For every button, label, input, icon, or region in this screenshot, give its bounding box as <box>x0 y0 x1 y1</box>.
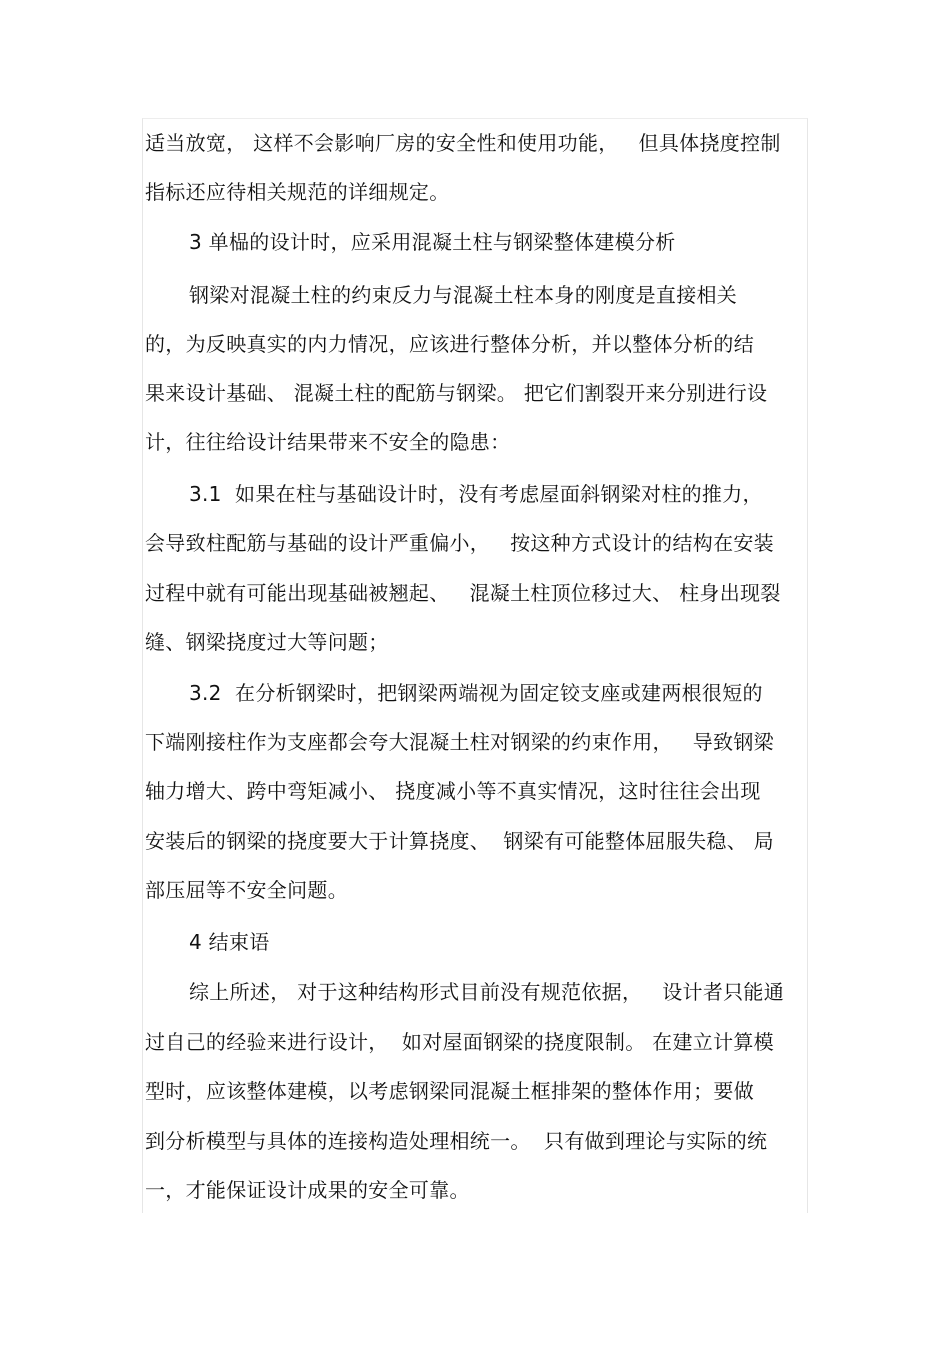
text-line: 缝、钢梁挠度过大等问题； <box>145 630 389 654</box>
text-line: 部压屈等不安全问题。 <box>145 878 348 902</box>
text-line: 下端刚接柱作为支座都会夸大混凝土柱对钢梁的约束作用， 导致钢梁 <box>145 730 774 754</box>
text-line: 型时，应该整体建模，以考虑钢梁同混凝土框排架的整体作用；要做 <box>145 1079 754 1103</box>
text-line: 过程中就有可能出现基础被翘起、 混凝土柱顶位移过大、 柱身出现裂 <box>145 581 781 605</box>
text-line: 会导致柱配筋与基础的设计严重偏小， 按这种方式设计的结构在安装 <box>145 531 774 555</box>
text-line: 过自己的经验来进行设计， 如对屋面钢梁的挠度限制。 在建立计算模 <box>145 1030 774 1054</box>
text-line: 果来设计基础、 混凝土柱的配筋与钢梁。 把它们割裂开来分别进行设 <box>145 381 768 405</box>
text-line: 一，才能保证设计成果的安全可靠。 <box>145 1178 470 1202</box>
subsection-3-2: 3.2 在分析钢梁时，把钢梁两端视为固定铰支座或建两根很短的 <box>189 681 763 705</box>
text-line: 综上所述， 对于这种结构形式目前没有规范依据， 设计者只能通 <box>189 980 785 1004</box>
text-line: 计，往往给设计结果带来不安全的隐患： <box>145 430 511 454</box>
text-line: 到分析模型与具体的连接构造处理相统一。 只有做到理论与实际的统 <box>145 1129 768 1153</box>
subsection-3-1: 3.1 如果在柱与基础设计时，没有考虑屋面斜钢梁对柱的推力， <box>189 482 763 506</box>
text-line: 适当放宽， 这样不会影响厂房的安全性和使用功能， 但具体挠度控制 <box>145 131 781 155</box>
section-heading-3: 3 单榀的设计时，应采用混凝土柱与钢梁整体建模分析 <box>189 230 676 254</box>
text-line: 指标还应待相关规范的详细规定。 <box>145 180 450 204</box>
text-line: 安装后的钢梁的挠度要大于计算挠度、 钢梁有可能整体屈服失稳、 局 <box>145 829 774 853</box>
section-heading-4: 4 结束语 <box>189 930 270 954</box>
text-line: 的，为反映真实的内力情况，应该进行整体分析，并以整体分析的结 <box>145 332 754 356</box>
text-line: 钢梁对混凝土柱的约束反力与混凝土柱本身的刚度是直接相关 <box>189 283 738 307</box>
text-line: 轴力增大、跨中弯矩减小、 挠度减小等不真实情况，这时往往会出现 <box>145 779 761 803</box>
